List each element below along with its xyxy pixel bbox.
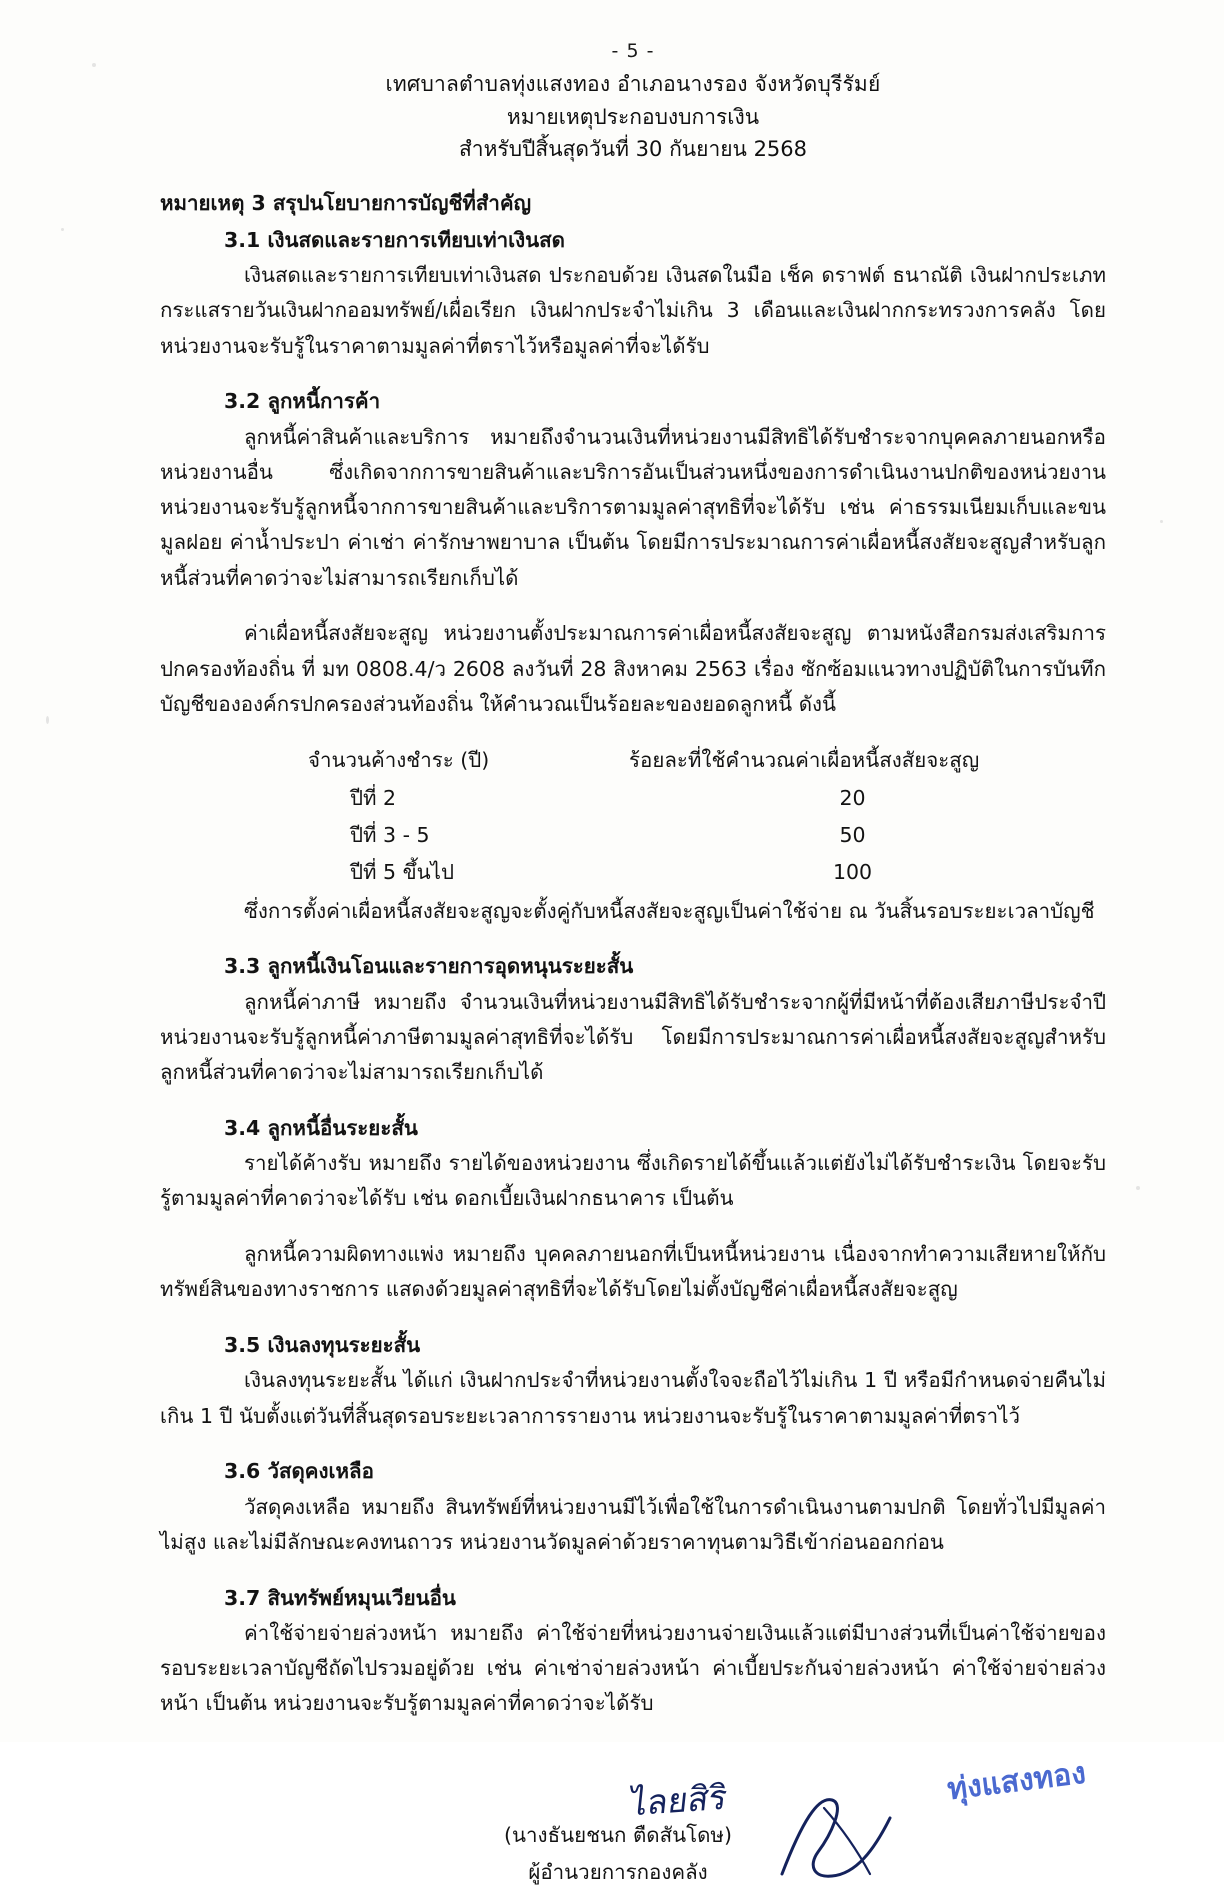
- section-paragraph: ค่าเผื่อหนี้สงสัยจะสูญ หน่วยงานตั้งประมาณการค่าเผื่อหนี้สงสัยจะสูญ ตามหนังสือกรมส่งเสริมการปกครองท้องถิ่น ที่ มท 0808.4/ว 2608 ลงวันที่ 28 สิงหาคม 2563 เรื่อง ซักซ้อมแนวทางปฏิบัติในการบันทึกบัญชีขององค์กรปกครองส่วนท้องถิ่น ให้คำนวณเป็นร้อยละของยอดลูกหนี้ ดังนี้: [160, 621, 1106, 716]
- section-heading-3-3: 3.3 ลูกหนี้เงินโอนและรายการอุดหนุนระยะสั้น: [224, 954, 634, 979]
- section-heading-3-5: 3.5 เงินลงทุนระยะสั้น: [224, 1333, 421, 1358]
- table-cell-period: ปีที่ 3 - 5: [350, 823, 430, 848]
- table-header-cell: จำนวนค้างชำระ (ปี): [308, 747, 490, 772]
- signer-role: ผู้อำนวยการกองคลัง: [528, 1859, 708, 1884]
- scan-speck: [1136, 1186, 1140, 1190]
- section-paragraph: ค่าใช้จ่ายจ่ายล่วงหน้า หมายถึง ค่าใช้จ่ายที่หน่วยงานจ่ายเงินแล้วแต่มีบางส่วนที่เป็นค่าใช้จ่ายของรอบระยะเวลาบัญชีถัดไปรวมอยู่ด้วย เช่น ค่าเช่าจ่ายล่วงหน้า ค่าเบี้ยประกันจ่ายล่วงหน้า ค่าใช้จ่ายจ่ายล่วงหน้า เป็นต้น หน่วยงานจะรับรู้ตามมูลค่าที่คาดว่าจะได้รับ: [160, 1620, 1106, 1716]
- table-header-cell: ร้อยละที่ใช้คำนวณค่าเผื่อหนี้สงสัยจะสูญ: [629, 747, 980, 772]
- table-header-row: [160, 743, 1106, 780]
- table-cell-period: ปีที่ 5 ขึ้นไป: [350, 860, 454, 885]
- table-cell-percent: 50: [839, 823, 866, 848]
- table-cell-period: ปีที่ 2: [350, 785, 397, 810]
- section-heading-3-4: 3.4 ลูกหนี้อื่นระยะสั้น: [224, 1115, 418, 1140]
- section-paragraph: ซึ่งการตั้งค่าเผื่อหนี้สงสัยจะสูญจะตั้งคู่กับหนี้สงสัยจะสูญเป็นค่าใช้จ่าย ณ วันสิ้นรอบระยะเวลาบัญชี: [244, 898, 1095, 923]
- section-paragraph: เงินสดและรายการเทียบเท่าเงินสด ประกอบด้วย เงินสดในมือ เช็ค ดราฟต์ ธนาณัติ เงินฝากประเภทกระแสรายวันเงินฝากออมทรัพย์/เผื่อเรียก เงินฝากประจำไม่เกิน 3 เดือนและเงินฝากกระทรวงการคลัง โดยหน่วยงานจะรับรู้ในราคาตามมูลค่าที่ตราไว้หรือมูลค่าที่จะได้รับ: [160, 263, 1106, 358]
- section-heading-3-2: 3.2 ลูกหนี้การค้า: [224, 389, 381, 414]
- document-body: [160, 186, 1106, 1891]
- org-header-line-3: สำหรับปีสิ้นสุดวันที่ 30 กันยายน 2568: [458, 137, 808, 162]
- section-paragraph: รายได้ค้างรับ หมายถึง รายได้ของหน่วยงาน ซึ่งเกิดรายได้ขึ้นแล้วแต่ยังไม่ได้รับชำระเงิน โดยจะรับรู้ตามมูลค่าที่คาดว่าจะได้รับ เช่น ดอกเบี้ยเงินฝากธนาคาร เป็นต้น: [160, 1151, 1106, 1211]
- table-row: [160, 817, 1106, 854]
- official-stamp: ทุ่งแสงทอง: [945, 1755, 1088, 1807]
- section-paragraph: ลูกหนี้ความผิดทางแพ่ง หมายถึง บุคคลภายนอกที่เป็นหนี้หน่วยงาน เนื่องจากทำความเสียหายให้กับทรัพย์สินของทางราชการ แสดงด้วยมูลค่าสุทธิที่จะได้รับโดยไม่ตั้งบัญชีค่าเผื่อหนี้สงสัยจะสูญ: [160, 1242, 1106, 1302]
- section-heading-3-6: 3.6 วัสดุคงเหลือ: [224, 1459, 374, 1484]
- scan-speck: [61, 228, 64, 231]
- section-heading-3-1: 3.1 เงินสดและรายการเทียบเท่าเงินสด: [224, 227, 565, 252]
- section-paragraph: วัสดุคงเหลือ หมายถึง สินทรัพย์ที่หน่วยงานมีไว้เพื่อใช้ในการดำเนินงานตามปกติ โดยทั่วไปมีมูลค่าไม่สูง และไม่มีลักษณะคงทนถาวร หน่วยงานวัดมูลค่าด้วยราคาทุนตามวิธีเข้าก่อนออกก่อน: [160, 1494, 1106, 1554]
- section-heading-3-7: 3.7 สินทรัพย์หมุนเวียนอื่น: [224, 1585, 456, 1610]
- signer-name: (นางธันยชนก ตืดสันโดษ): [504, 1822, 732, 1847]
- note-title: หมายเหตุ 3 สรุปนโยบายการบัญชีที่สำคัญ: [160, 190, 532, 215]
- org-header-line-2: หมายเหตุประกอบงบการเงิน: [506, 104, 760, 129]
- table-row: [160, 780, 1106, 817]
- table-cell-percent: 20: [839, 785, 866, 810]
- scan-speck: [1160, 520, 1163, 523]
- section-paragraph: ลูกหนี้ค่าภาษี หมายถึง จำนวนเงินที่หน่วยงานมีสิทธิได้รับชำระจากผู้ที่มีหน้าที่ต้องเสียภาษีประจำปี หน่วยงานจะรับรู้ลูกหนี้ค่าภาษีตามมูลค่าสุทธิที่จะได้รับ โดยมีการประมาณการค่าเผื่อหนี้สงสัยจะสูญสำหรับลูกหนี้ส่วนที่คาดว่าจะไม่สามารถเรียกเก็บได้: [160, 989, 1106, 1085]
- scan-speck: [92, 63, 96, 67]
- allowance-rate-table: [160, 743, 1106, 892]
- scan-speck: [46, 716, 49, 724]
- table-row: [160, 854, 1106, 891]
- section-paragraph: เงินลงทุนระยะสั้น ได้แก่ เงินฝากประจำที่หน่วยงานตั้งใจจะถือไว้ไม่เกิน 1 ปี หรือมีกำหนดจ่ายคืนไม่เกิน 1 ปี นับตั้งแต่วันที่สิ้นสุดรอบระยะเวลาการรายงาน หน่วยงานจะรับรู้ในราคาตามมูลค่าที่ตราไว้: [160, 1368, 1106, 1428]
- section-paragraph: ลูกหนี้ค่าสินค้าและบริการ หมายถึงจำนวนเงินที่หน่วยงานมีสิทธิได้รับชำระจากบุคคลภายนอกหรือหน่วยงานอื่น ซึ่งเกิดจากการขายสินค้าและบริการอันเป็นส่วนหนึ่งของการดำเนินงานปกติของหน่วยงาน หน่วยงานจะรับรู้ลูกหนี้จากการขายสินค้าและบริการตามมูลค่าสุทธิที่จะได้รับ เช่น ค่าธรรมเนียมเก็บและขนมูลฝอย ค่าน้ำประปา ค่าเช่า ค่ารักษาพยาบาล เป็นต้น โดยมีการประมาณการค่าเผื่อหนี้สงสัยจะสูญสำหรับลูกหนี้ส่วนที่คาดว่าจะไม่สามารถเรียกเก็บได้: [160, 424, 1106, 590]
- signature-flourish-icon: [770, 1778, 910, 1898]
- table-cell-percent: 100: [832, 860, 873, 885]
- signature-block: [160, 1755, 1106, 1891]
- page-number: - 5 -: [611, 40, 655, 62]
- handwritten-signature: ไลยสิริ: [628, 1777, 729, 1825]
- org-header-line-1: เทศบาลตำบลทุ่งแสงทอง อำเภอนางรอง จังหวัดบุรีรัมย์: [385, 72, 881, 96]
